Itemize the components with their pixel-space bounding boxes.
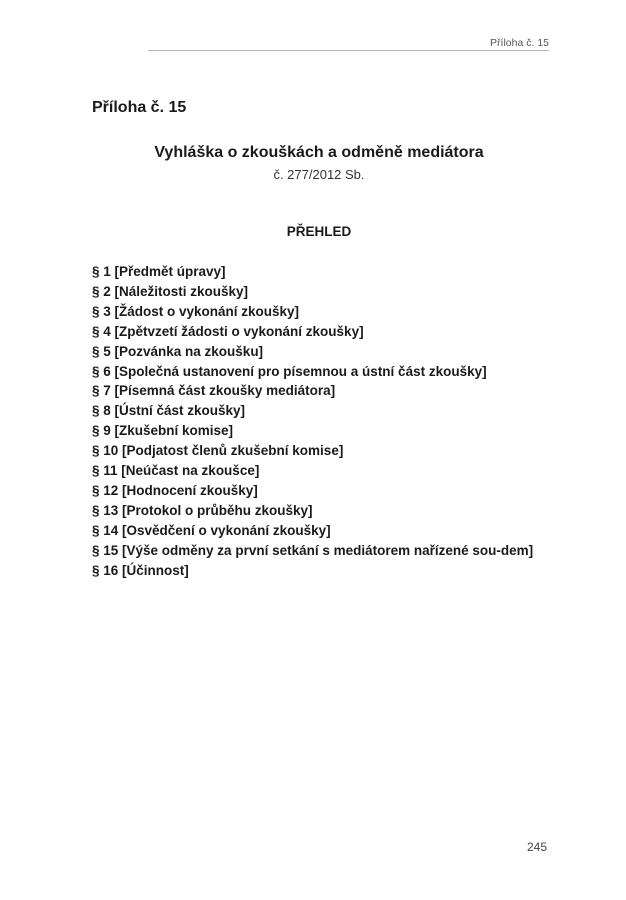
overview-item: § 3 [Žádost o vykonání zkoušky] — [92, 303, 300, 319]
overview-item: § 12 [Hodnocení zkoušky] — [92, 482, 258, 498]
overview-item: § 5 [Pozvánka na zkoušku] — [92, 343, 264, 359]
document-number: č. 277/2012 Sb. — [273, 167, 365, 182]
overview-item: § 14 [Osvědčení o vykonání zkoušky] — [92, 522, 331, 538]
overview-item: § 15 [Výše odměny za první setkání s mediátorem nařízené sou-dem] — [92, 542, 534, 558]
header-rule — [148, 50, 549, 51]
overview-item: § 9 [Zkušební komise] — [92, 423, 234, 439]
overview-item: § 2 [Náležitosti zkoušky] — [92, 283, 249, 299]
overview-item: § 4 [Zpětvzetí žádosti o vykonání zkoušky] — [92, 323, 364, 339]
overview-item: § 1 [Předmět úpravy] — [92, 264, 226, 279]
overview-item: § 6 [Společná ustanovení pro písemnou a ústní část zkoušky] — [92, 363, 487, 379]
overview-item: § 10 [Podjatost členů zkušební komise] — [92, 443, 344, 459]
overview-heading: PŘEHLED — [286, 224, 352, 239]
document-title: Vyhláška o zkouškách a odměně mediátora — [154, 144, 484, 161]
page-number: 245 — [526, 840, 547, 854]
overview-item: § 7 [Písemná část zkoušky mediátora] — [92, 383, 336, 399]
overview-item: § 8 [Ústní část zkoušky] — [92, 403, 246, 419]
overview-list — [92, 262, 552, 581]
overview-item: § 16 [Účinnost] — [92, 562, 189, 578]
overview-item: § 13 [Protokol o průběhu zkoušky] — [92, 502, 313, 518]
appendix-title: Příloha č. 15 — [92, 99, 187, 116]
running-header: Příloha č. 15 — [490, 37, 549, 49]
overview-item: § 11 [Neúčast na zkoušce] — [92, 463, 260, 479]
